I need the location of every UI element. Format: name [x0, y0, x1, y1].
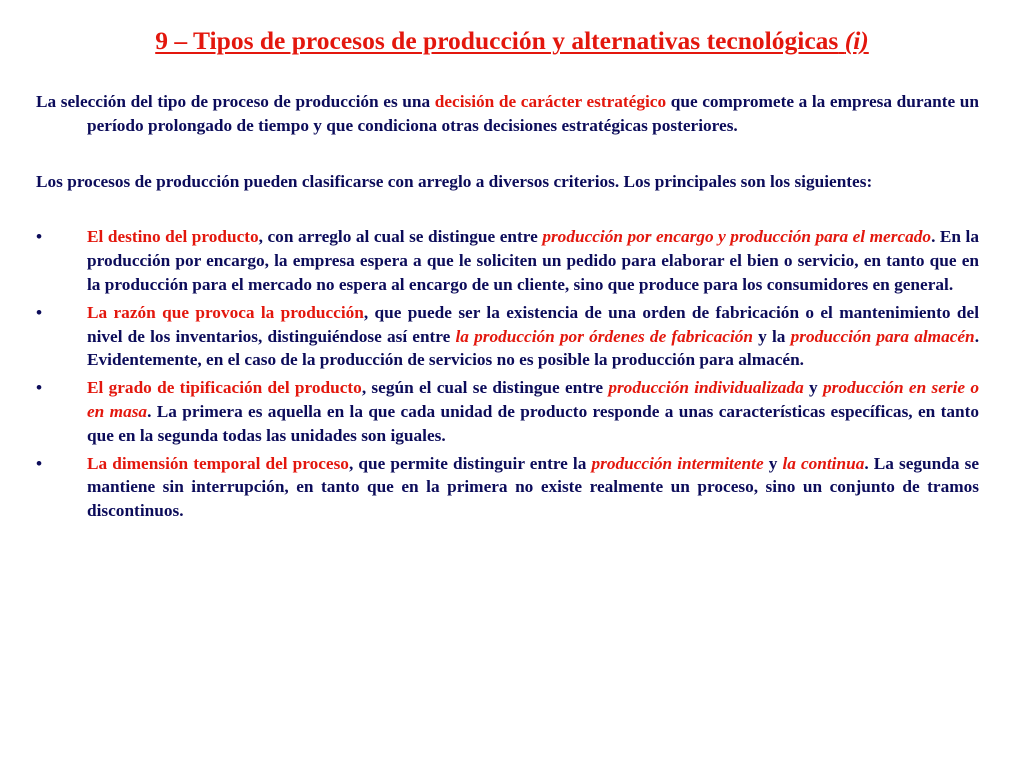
- list-item-term: producción por encargo y producción para el mercado: [542, 227, 932, 247]
- list-item-text: . La primera es aquella en la que cada unidad de producto responde a unas características específicas, en tanto que en la segunda todas las unidades son iguales.: [87, 401, 979, 445]
- bullet-marker: •: [36, 227, 43, 247]
- slide-title-text: 9 – Tipos de procesos de producción y alternativas tecnológicas: [155, 26, 839, 55]
- list-item-text: , que permite distinguir entre la: [348, 453, 592, 473]
- list-item-term: producción para almacén: [790, 326, 975, 346]
- list-item-term: producción individualizada: [608, 378, 804, 398]
- list-item-text: , con arreglo al cual se distingue entre: [258, 227, 543, 247]
- intro-paragraph-1-text-c: que compromete a la empresa durante un período prolongado de tiempo y que condiciona otras decisiones estratégicas posteriores.: [87, 92, 979, 135]
- list-item-text: , según el cual se distingue entre: [361, 378, 609, 398]
- list-item-text: , que puede ser la existencia de una orden de fabricación o el mantenimiento del nivel de los inventarios, distinguiéndose así entre: [87, 302, 979, 346]
- intro-paragraph-2-text: Los procesos de producción pueden clasificarse con arreglo a diversos criterios. Los principales son los siguientes:: [36, 171, 873, 191]
- intro-paragraph-1: [36, 90, 979, 138]
- slide-title: [0, 26, 1024, 56]
- intro-paragraph-2: [36, 170, 979, 194]
- list-item-text: . Evidentemente, en el caso de la producción de servicios no es posible la producción para almacén.: [87, 326, 980, 370]
- slide-title-suffix: (i): [844, 26, 869, 55]
- intro-paragraph-1-text-a: La selección del tipo de proceso de producción es una: [36, 92, 435, 111]
- list-item-heading: La dimensión temporal del proceso: [87, 453, 349, 473]
- list-item-text: y: [763, 453, 783, 473]
- list-item-text: y la: [753, 326, 791, 346]
- list-item-heading: El grado de tipificación del producto: [87, 378, 362, 398]
- list-item-text: . En la producción por encargo, la empresa espera a que le soliciten un pedido para elaborar el bien o servicio, en tanto que en la producción para el mercado no espera al encargo de un cliente, sino que produce para los consumidores en general.: [87, 227, 979, 294]
- list-item-dimension-temporal: [36, 452, 979, 523]
- list-item-razon-produccion: [36, 301, 979, 372]
- list-item-heading: La razón que provoca la producción: [87, 302, 364, 322]
- list-item-term: producción intermitente: [591, 453, 764, 473]
- list-item-grado-tipificacion: [36, 376, 979, 447]
- criteria-list: [36, 225, 979, 523]
- list-item-destino-producto: [36, 225, 979, 296]
- list-item-text: . La segunda se mantiene sin interrupción, en tanto que en la primera no existe realmente un proceso, sino un conjunto de tramos discontinuos.: [87, 453, 980, 521]
- bullet-marker: •: [36, 378, 43, 398]
- intro-paragraph-1-highlight: decisión de carácter estratégico: [434, 92, 667, 111]
- list-item-text: y: [803, 378, 823, 398]
- bullet-marker: •: [36, 453, 43, 473]
- list-item-heading: El destino del producto: [87, 227, 259, 247]
- list-item-term: la producción por órdenes de fabricación: [455, 326, 753, 346]
- slide-body: [36, 90, 979, 527]
- list-item-term: producción en serie o en masa: [87, 378, 980, 421]
- list-item-term: la continua: [782, 453, 865, 473]
- bullet-marker: •: [36, 302, 43, 322]
